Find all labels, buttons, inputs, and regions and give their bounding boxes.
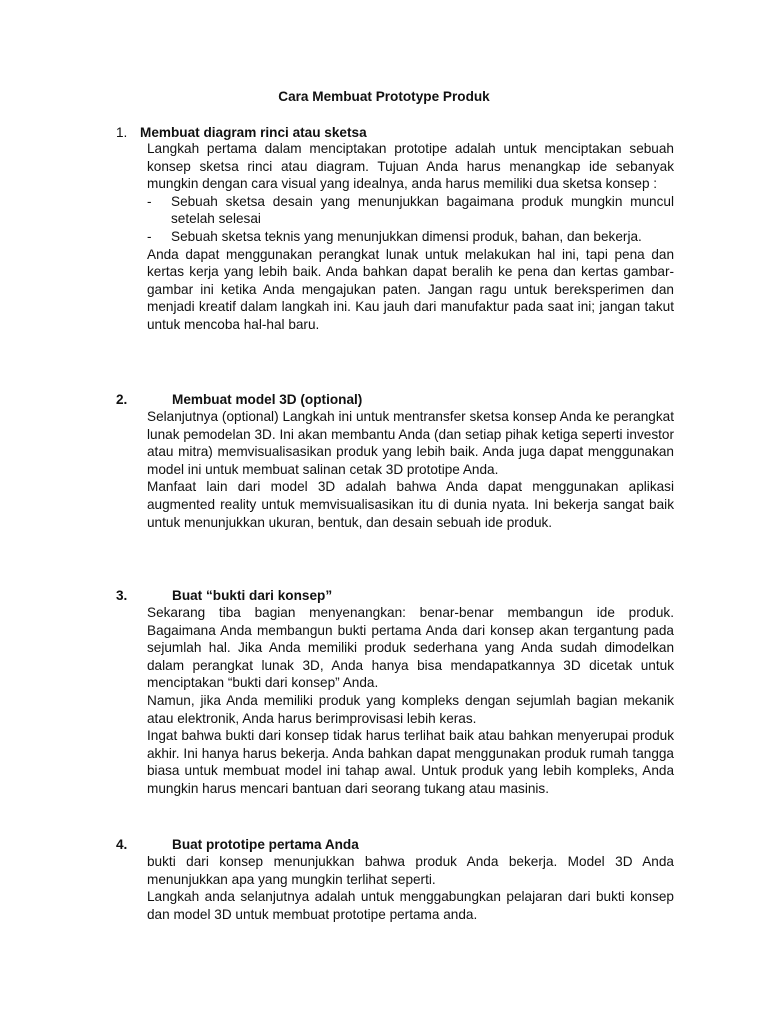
section-number: 2. <box>116 392 128 407</box>
list-item <box>147 228 674 246</box>
section-body <box>147 408 674 531</box>
section-heading <box>0 587 768 605</box>
section-title: Membuat diagram rinci atau sketsa <box>140 125 367 140</box>
paragraph: Langkah pertama dalam menciptakan prototipe adalah untuk menciptakan sebuah konsep sketsa rinci atau diagram. Tujuan Anda harus menangkap ide sebanyak mungkin dengan cara visual yang idealnya, anda harus memiliki dua sketsa konsep : <box>147 141 674 192</box>
section-title: Buat prototipe pertama Anda <box>172 837 359 852</box>
section-title: Membuat model 3D (optional) <box>172 392 363 407</box>
section-2 <box>0 391 768 530</box>
paragraph: Sekarang tiba bagian menyenangkan: benar-benar membangun ide produk. Bagaimana Anda membangun bukti pertama Anda dari konsep akan tergantung pada sejumlah hal. Jika Anda memiliki produk sederhana yang Anda sudah dimodelkan dalam perangkat lunak 3D, Anda hanya bisa mendapatkannya 3D dicetak untuk menciptakan “bukti dari konsep” Anda. <box>147 605 674 691</box>
paragraph: Manfaat lain dari model 3D adalah bahwa Anda dapat menggunakan aplikasi augmented reality untuk memvisualisasikan itu di dunia nyata. Ini bekerja sangat baik untuk menunjukkan ukuran, bentuk, dan desain sebuah ide produk. <box>147 479 674 530</box>
section-heading <box>0 391 768 409</box>
list-item <box>147 193 674 228</box>
section-heading <box>0 836 768 854</box>
paragraph: Anda dapat menggunakan perangkat lunak untuk melakukan hal ini, tapi pena dan kertas kerja yang lebih baik. Anda bahkan dapat beralih ke pena dan kertas gambar-gambar ini ketika Anda mengajukan paten. Jangan ragu untuk bereksperimen dan menjadi kreatif dalam langkah ini. Kau jauh dari manufaktur pada saat ini; jangan takut untuk mencoba hal-hal baru. <box>147 246 674 332</box>
list-item-text: Sebuah sketsa desain yang menunjukkan bagaimana produk mungkin muncul setelah selesai <box>171 193 674 227</box>
section-4 <box>0 836 768 922</box>
paragraph: Ingat bahwa bukti dari konsep tidak harus terlihat baik atau bahkan menyerupai produk akhir. Ini hanya harus bekerja. Anda bahkan dapat menggunakan produk rumah tangga biasa untuk membuat model ini tahap awal. Untuk produk yang lebih kompleks, Anda mungkin harus mencari bantuan dari seorang tukang atau masinis. <box>147 728 674 796</box>
section-body <box>147 853 674 923</box>
section-1 <box>0 124 768 332</box>
section-title: Buat “bukti dari konsep” <box>172 588 333 603</box>
section-number: 1. <box>116 125 128 140</box>
section-number: 3. <box>116 588 128 603</box>
list-item-text: Sebuah sketsa teknis yang menunjukkan dimensi produk, bahan, dan bekerja. <box>171 228 642 244</box>
document-title: Cara Membuat Prototype Produk <box>278 89 490 104</box>
bullet-marker: - <box>147 193 152 209</box>
section-3 <box>0 587 768 796</box>
section-body <box>147 140 674 334</box>
bullet-marker: - <box>147 228 152 244</box>
section-number: 4. <box>116 837 128 852</box>
section-body <box>147 604 674 798</box>
paragraph: Langkah anda selanjutnya adalah untuk menggabungkan pelajaran dari bukti konsep dan model 3D untuk membuat prototipe pertama anda. <box>147 889 674 922</box>
paragraph: bukti dari konsep menunjukkan bahwa produk Anda bekerja. Model 3D Anda menunjukkan apa yang mungkin terlihat seperti. <box>147 854 674 887</box>
paragraph: Namun, jika Anda memiliki produk yang kompleks dengan sejumlah bagian mekanik atau elektronik, Anda harus berimprovisasi lebih keras. <box>147 692 674 726</box>
paragraph: Selanjutnya (optional) Langkah ini untuk mentransfer sketsa konsep Anda ke perangkat lunak pemodelan 3D. Ini akan membantu Anda (dan setiap pihak ketiga seperti investor atau mitra) memvisualisasikan produk yang lebih baik. Anda juga dapat menggunakan model ini untuk membuat salinan cetak 3D prototipe Anda. <box>147 409 674 477</box>
